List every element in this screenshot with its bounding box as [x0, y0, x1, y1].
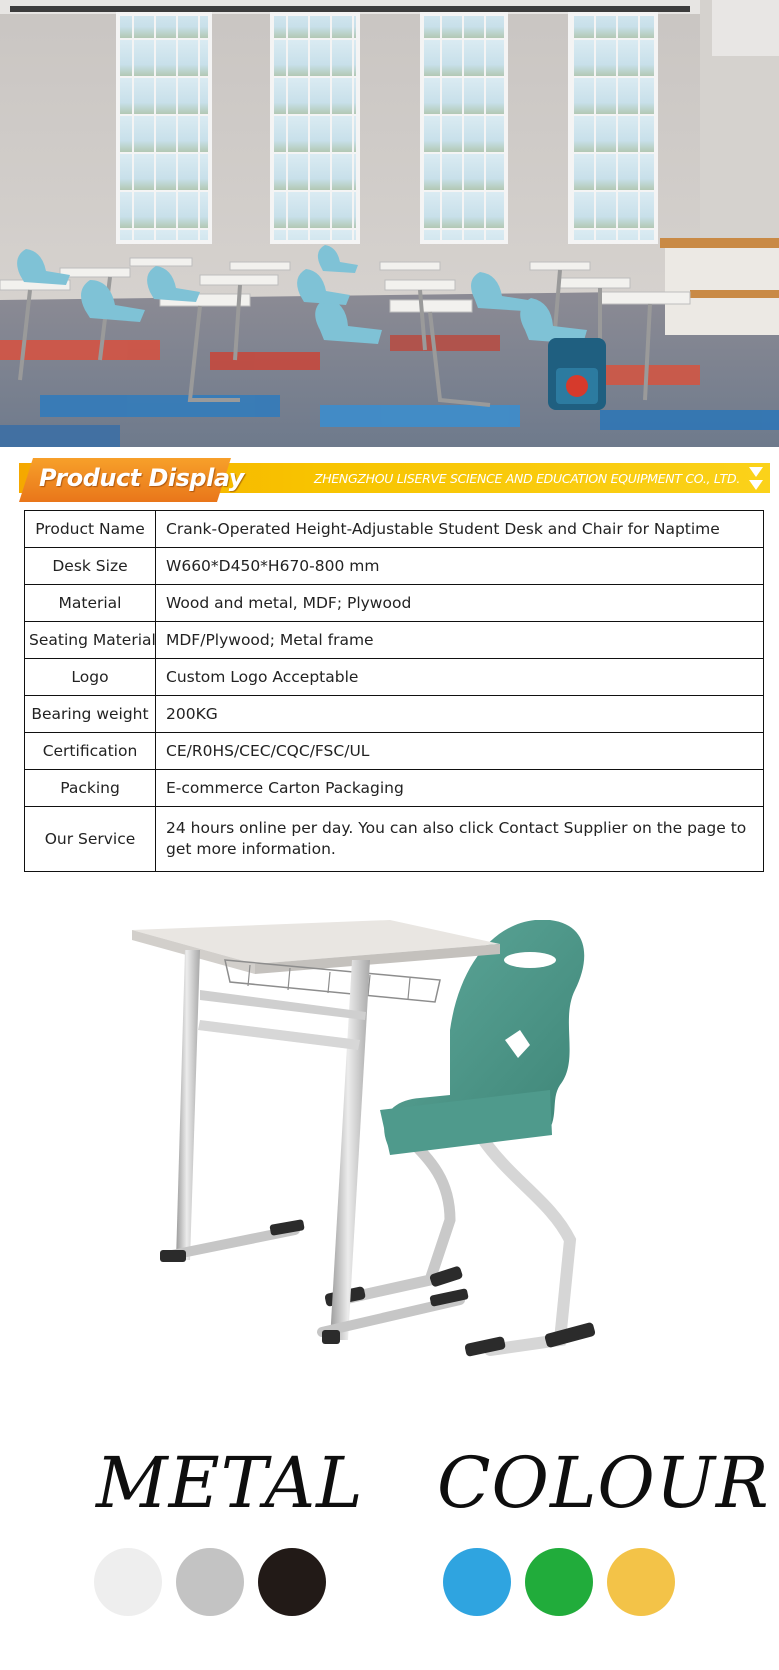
spec-label: Our Service — [25, 807, 156, 872]
metal-swatch — [258, 1548, 326, 1616]
double-chevron-down-icon — [748, 465, 764, 493]
spec-value: Wood and metal, MDF; Plywood — [156, 585, 764, 622]
product-display-banner — [19, 458, 770, 502]
spec-label: Seating Material — [25, 622, 156, 659]
spec-value: Crank-Operated Height-Adjustable Student Desk and Chair for Naptime — [156, 511, 764, 548]
metal-swatch — [176, 1548, 244, 1616]
colour-swatch — [607, 1548, 675, 1616]
spec-label: Logo — [25, 659, 156, 696]
table-row — [25, 659, 764, 696]
spec-label: Desk Size — [25, 548, 156, 585]
table-row — [25, 585, 764, 622]
spec-value: Custom Logo Acceptable — [156, 659, 764, 696]
table-row — [25, 696, 764, 733]
table-row — [25, 770, 764, 807]
spec-label: Packing — [25, 770, 156, 807]
spec-value: 24 hours online per day. You can also click Contact Supplier on the page to get more information. — [156, 807, 764, 872]
spec-value: E-commerce Carton Packaging — [156, 770, 764, 807]
banner-title: Product Display — [39, 464, 244, 492]
hero-classroom-image — [0, 0, 779, 447]
spec-value: MDF/Plywood; Metal frame — [156, 622, 764, 659]
colour-swatch — [443, 1548, 511, 1616]
spec-value: CE/R0HS/CEC/CQC/FSC/UL — [156, 733, 764, 770]
colour-swatch — [525, 1548, 593, 1616]
product-desk-chair-image — [90, 920, 690, 1460]
table-row — [25, 733, 764, 770]
table-row — [25, 548, 764, 585]
metal-swatch — [94, 1548, 162, 1616]
spec-label: Product Name — [25, 511, 156, 548]
spec-label: Material — [25, 585, 156, 622]
colour-heading: COLOUR — [437, 1442, 770, 1524]
spec-label: Bearing weight — [25, 696, 156, 733]
table-row — [25, 511, 764, 548]
spec-label: Certification — [25, 733, 156, 770]
table-row — [25, 622, 764, 659]
table-row — [25, 807, 764, 872]
company-name: ZHENGZHOU LISERVE SCIENCE AND EDUCATION EQUIPMENT CO., LTD. — [313, 471, 740, 486]
spec-value: W660*D450*H670-800 mm — [156, 548, 764, 585]
spec-value: 200KG — [156, 696, 764, 733]
spec-table — [24, 510, 764, 872]
metal-heading: METAL — [96, 1442, 364, 1524]
